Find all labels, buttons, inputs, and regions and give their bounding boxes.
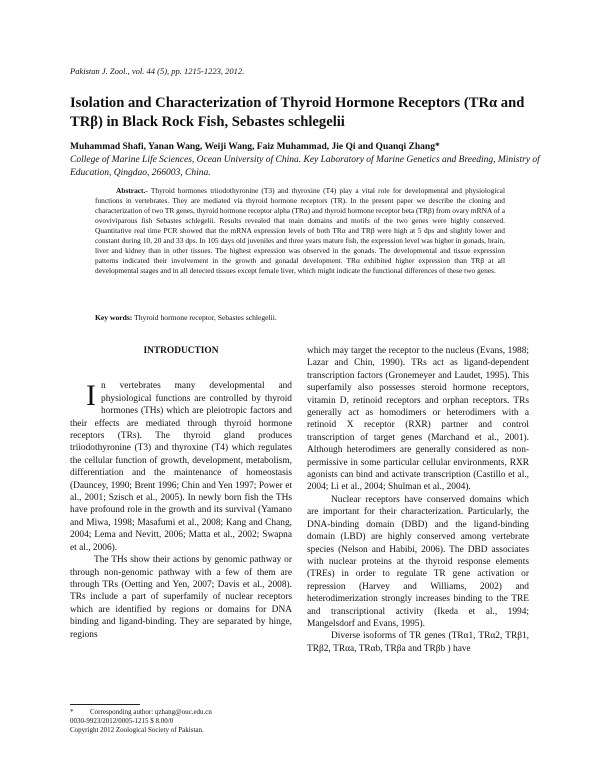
intro-paragraph-4: Nuclear receptors have conserved domains which are important for their characterization. Particularly, the DNA-binding domain (DBD) and the ligand-binding domain (LBD) are highly conserved among vertebrate species (Nelson and Habibi, 2006). The DBD associates with nuclear proteins at the thyroid response elements (TREs) in order to regulate TR gene activation or repression (Harvey and Williams, 2002) and heterodimerization strongly increases binding to the TRE and transcriptional activity (Ikeda et al., 1994; Mangelsdorf and Evans, 1995). [307,494,529,629]
intro-paragraph-1-text: n vertebrates many developmental and physiological functions are controlled by thyroid hormones (THs) which are pleiotropic factors and their effects are mediated through thyroid hormone receptors (TRs). The thyroid gland produces triiodothyronine (T3) and thyroxine (T4) which regulates the cellular function of growth, development, metabolism, differentiation and the maintenance of homeostasis (Dauncey, 1990; Brent 1996; Chin and Yen 1997; Power et al., 2001; Szisch et al., 2005). In newly born fish the THs have profound role in the growth and its survival (Yamano and Miwa, 1998; Masafumi et al., 2008; Kang and Chang, 2004; Lema and Nevitt, 2006; Matta et al., 2002; Swapna et al., 2006). [70,381,292,553]
left-column [70,345,292,641]
intro-paragraph-1 [70,380,292,554]
footnote-copyright: Copyright 2012 Zoological Society of Pakistan. [70,726,204,734]
footnote-corresponding [70,708,300,717]
keywords-text: Thyroid hormone receptor, Sebastes schlegelii. [134,313,277,322]
keywords [95,313,505,322]
footnote-rule [70,704,140,705]
abstract-label: Abstract.- [116,186,148,195]
intro-paragraph-5: Diverse isoforms of TR genes (TRα1, TRα2, TRβ1, TRβ2, TRαa, TRαb, TRβa and TRβb ) have [307,631,529,654]
abstract [95,186,505,276]
author-list: Muhammad Shafi, Yanan Wang, Weiji Wang, Faiz Muhammad, Jie Qi and Quanqi Zhang* [70,142,440,152]
intro-paragraph-2: The THs show their actions by genomic pathway or through non-genomic pathway with a few of them are through TRs (Oetting and Yen, 2007; Davis et al., 2008). TRs include a part of superfamily of nuclear receptors which are identified by regions or domains for DNA binding and ligand-binding. They are separated by hinge, regions [70,555,292,640]
intro-paragraph-3: which may target the receptor to the nucleus (Evans, 1988; Lazar and Chin, 1990). TRs act as ligand-dependent transcription factors (Gronemeyer and Laudet, 1995). This superfamily also possesses steroid hormone receptors, vitamin D, retinoid receptors and orphan receptors. TRs generally act as homodimers or heterodimers with a retinoid X receptor (RXR) partner and control transcription of target genes (Marchand et al., 2001). Although heterodimers are generally considered as non-permissive in some particular cellular environments, RXR agonists can bind and activate transcription (Castillo et al., 2004; Li et al., 2004; Shulman et al., 2004). [307,346,529,493]
paper-title [70,94,540,132]
corresponding-author: Corresponding author: qzhang@ouc.edu.cn [90,708,212,716]
author-affiliation: College of Marine Life Sciences, Ocean University of China. Key Laboratory of Marine Genetics and Breeding, Ministry of Education, Qingdao, 266003, China. [70,155,540,178]
section-heading-introduction: INTRODUCTION [143,346,219,356]
abstract-text: Thyroid hormones triiodothyronine (T3) and thyroxine (T4) play a vital role for developmental and physiological functions in vertebrates. They are mediated via thyroid hormone receptors (TR). In the present paper we describe the cloning and characterization of two TR genes, thyroid hormone receptor alpha (TRα) and thyroid hormone receptor beta (TRβ) from ovary mRNA of a ovoviviparous fish Sebastes schlegelii. Results revealed that main domains and motifs of the two genes were highly conserved. Quantitative real time PCR showed that the mRNA expression levels of both TRα and TRβ were high at 5 dps and slightly lower and constant during 10, 20 and 33 dps. In 105 days old juveniles and three years mature fish, the expression level was higher in gonads, brain, liver and kidney than in other tissues. The highest expression was observed in the gonads. The developmental and tissue expression patterns indicated their involvement in the growth and gonadal development. TRα exhibited higher expression than TRβ at all developmental stages and in all detected tissues except female liver, which might indicate the functional differences of these two genes. [95,186,505,276]
title-text: Isolation and Characterization of Thyroid Hormone Receptors (TRα and TRβ) in Black Rock Fish, Sebastes schlegelii [70,95,525,130]
drop-cap: I [86,379,96,413]
keywords-label: Key words: [95,313,133,322]
right-column [307,345,529,655]
footnote-marker: * [70,708,74,716]
footnote-issn: 0030-9923/2012/0005-1215 $ 8.00/0 [70,717,174,725]
journal-citation: Pakistan J. Zool., vol. 44 (5), pp. 1215-1223, 2012. [70,66,245,76]
